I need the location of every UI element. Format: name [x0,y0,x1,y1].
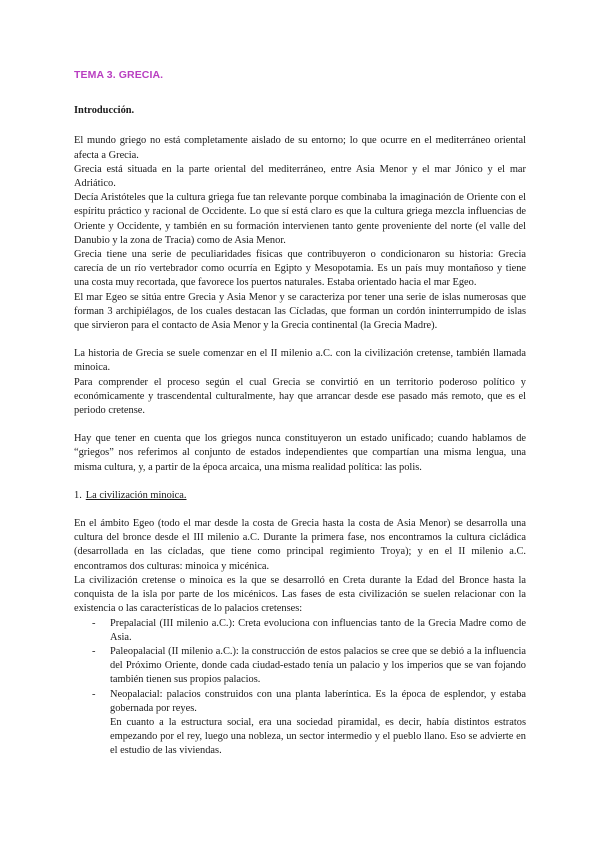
list-item-text: Neopalacial: palacios construidos con una planta laberíntica. Es la época de esplendor, y estaba gobernada por reyes. [110,688,526,714]
history-paragraph: Para comprender el proceso según el cual Grecia se convirtió en un territorio poderoso político y económicamente y trascendental culturalmente, hay que arrancar desde ese pasado más remoto, que es el periodo cretense. [74,376,526,417]
list-item [92,645,526,688]
spacer [74,475,526,489]
dash-bullet: - [92,645,96,657]
section-number: 1. [74,489,82,501]
intro-paragraph: El mar Egeo se sitúa entre Grecia y Asia Menor y se caracteriza por tener una serie de islas numerosas que forman 3 archipiélagos, de los cuales destacan las Cícladas, que forman un cordón ininterrumpido de islas que sirvieron para el contacto de Asia Menor y la Grecia continental (la Grecia Madre). [74,291,526,332]
section-heading [74,489,526,503]
intro-heading: Introducción. [74,105,135,117]
history-paragraph: La historia de Grecia se suele comenzar en el II milenio a.C. con la civilización cretense, también llamada minoica. [74,348,526,374]
list-item-text: Prepalacial (III milenio a.C.): Creta evoluciona con influencias tanto de la Grecia Madre como de Asia. [110,617,526,643]
spacer [74,418,526,432]
section-paragraph: La civilización cretense o minoica es la que se desarrolló en Creta durante la Edad del Bronce hasta la conquista de la isla por parte de los micénicos. Las fases de esta civilización se suelen relacionar con la existencia o las características de lo palacios cretenses: [74,574,526,615]
dash-bullet: - [92,688,96,700]
intro-paragraph: Decía Aristóteles que la cultura griega fue tan relevante porque combinaba la imaginación de Oriente con el espíritu práctico y racional de Occidente. Lo que sí está claro es que la cultura griega mezcla influencias de Oriente y Occidente, y también en su formación intervienen tanto gente proveniente del norte (el valle del Danubio y la zona de Tracia) como de Asia Menor. [74,192,526,246]
list-item [92,688,526,716]
dash-bullet: - [92,617,96,629]
document-title: TEMA 3. GRECIA. [74,69,164,81]
intro-paragraph: El mundo griego no está completamente aislado de su entorno; lo que ocurre en el mediterráneo oriental afecta a Grecia. [74,135,526,161]
intro-paragraph: Grecia tiene una serie de peculiaridades físicas que contribuyeron o condicionaron su historia: Grecia carecía de un río vertebrador como ocurría en Egipto y Mesopotamia. Es un país muy montañoso y tiene una costa muy recortada, que favorece los puertos naturales. Estaba orientado hacia el mar Egeo. [74,249,526,289]
spacer [74,333,526,347]
section-title: La civilización minoica. [85,489,187,501]
unity-paragraph: Hay que tener en cuenta que los griegos nunca constituyeron un estado unificado; cuando hablamos de “griegos” nos referimos al conjunto de estados independientes que compartían una misma lengua, una misma cultura, y, a partir de la época arcaica, una misma realidad política: las polis. [74,433,526,473]
phase-list [74,617,526,716]
section-paragraph: En el ámbito Egeo (todo el mar desde la costa de Grecia hasta la costa de Asia Menor) se desarrolla una cultura del bronce desde el III milenio a.C. Durante la primera fase, nos encontramos la cultura cicládica (desarrollada en las cícladas, que tiene como principal regimiento Troya); y en el II milenio a.C. encontramos dos culturas: minoica y micénica. [74,518,526,572]
social-structure-paragraph: En cuanto a la estructura social, era una sociedad piramidal, es decir, había distintos estratos empezando por el rey, luego una nobleza, un sector intermedio y el pueblo llano. Eso se advierte en el estudio de las viviendas. [110,716,526,757]
list-item-text: Paleopalacial (II milenio a.C.): la construcción de estos palacios se cree que se debió a la influencia del Próximo Oriente, donde cada ciudad-estado tenía un palacio y los imperios que se van fojando también tienen sus propios palacios. [110,645,526,686]
list-item [92,617,526,645]
intro-paragraph: Grecia está situada en la parte oriental del mediterráneo, entre Asia Menor y el mar Jónico y el mar Adriático. [74,163,526,190]
